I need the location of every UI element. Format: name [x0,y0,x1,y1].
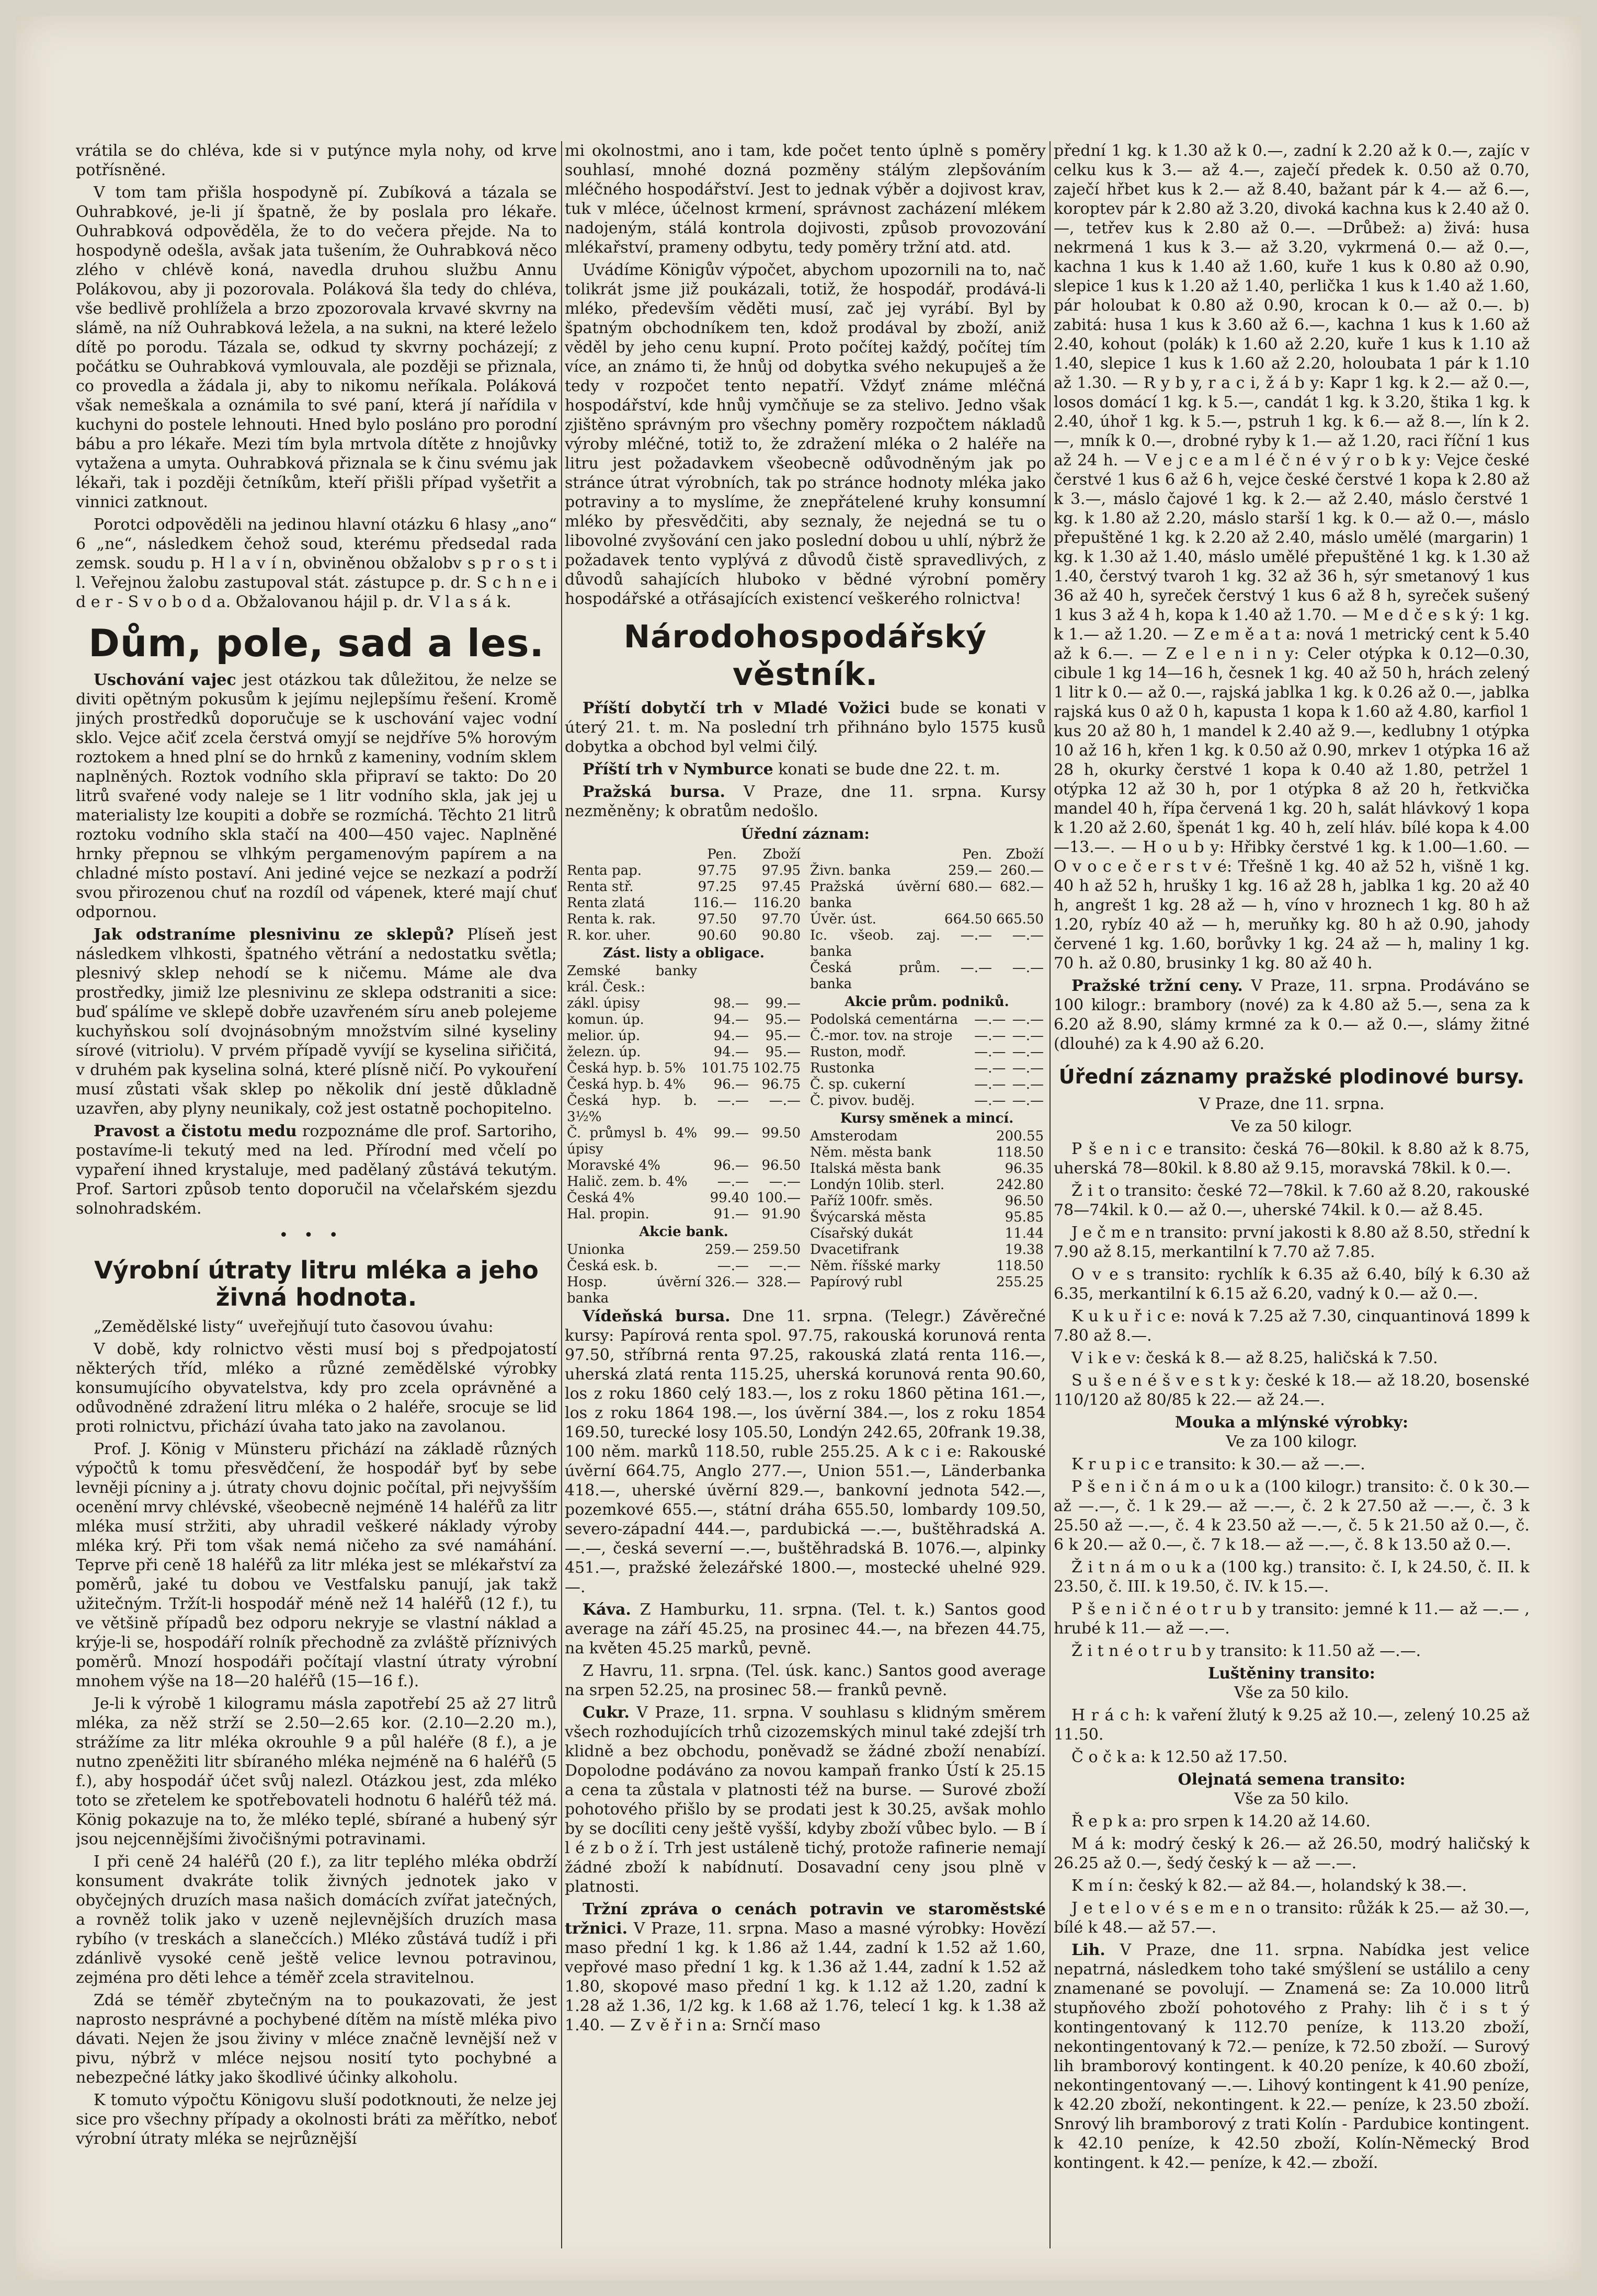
paragraph: mi okolnostmi, ano i tam, kde počet tento úplně s poměry souhlasí, mnohé dozná pozměny stálým zlepšováním mléčného hospodářství. Jest to jednak výběr a dojivost krav, tuk v mléce, účelnost krmení, správnost zacházení mlékem nadojeným, stálá kontrola dojivosti, způsob provozování mlékařství, prameny odbytu, tedy poměry tržní atd. atd. [565,142,1046,257]
value-zbozi: —.— [1012,1077,1044,1092]
table-row [565,996,803,1012]
paragraph: S u š e n é š v e s t k y: české k 18.— až 18.20, bosenské 110/120 až 80/85 k 22.— až 24.—. [1054,1372,1530,1409]
table-row [808,1145,1046,1161]
value-pen: 101.75 [701,1060,749,1076]
row-label: Č. průmysl b. 4% úpisy [567,1125,698,1157]
paragraph: P š e n i c e transito: česká 76—80kil. k 8.80 až k 8.75, uherská 78—80kil. k 8.80 až 9.15, moravská 78kil. k 0.—. [1054,1140,1530,1178]
paragraph: J e t e l o v é s e m e n o transito: růžák k 25.— až 30.—, bílé k 48.— až 57.—. [1054,1899,1530,1937]
table-row [565,1242,803,1258]
col-header-zbozi: Zboží [762,847,801,862]
rate-value: 242.80 [996,1177,1044,1193]
value-pen: 96.— [713,1077,749,1092]
table-header-row [808,847,1046,863]
newspaper-page [16,16,1581,2280]
value-pen: 96.— [713,1158,749,1173]
value-pen: 98.— [713,996,749,1011]
row-label: Úvěr. úst. [810,911,876,927]
value-zbozi: 97.70 [761,911,801,927]
paragraph: Prof. J. König v Münsteru přichází na základě různých výpočtů k tomu přesvědčení, že hospodář byť by sebe levněji pícniny a j. útraty chovu dojnic počítal, při nejvyšším ocenění mrvy chlévské, všeobecně nejméně 14 haléřů za litr mléka musí stržiti, aby uhradil veškeré náklady výroby mléka krý. Při tom však nemá ničeho za své namáhání. Teprve při ceně 18 haléřů za litr mléka jest se mlékařství za poměrů, jaké tu dobou ve Vestfalsku panují, jak takž užitečným. Tržít-li hospodář méně než 14 haléřů (12 f.), tu ve většině případů bez odporu nekryje se vlastní náklad a krýje-li se, hospodáří rolník přechodně za zvláště příznivých poměrů. Mnozí hospodáři počítají vlastní útraty výrobní mnohem výše na 18—20 haléřů (15—16 f.). [76,1440,557,1690]
table-row [565,1028,803,1044]
row-label: Hal. propin. [567,1206,649,1222]
value-pen: 664.50 [944,911,993,927]
value-zbozi: 97.95 [761,863,801,878]
rate-value: 96.50 [1005,1193,1044,1209]
row-label: Zemské banky král. Česk.: [567,963,698,995]
value-pen: 99.40 [710,1190,749,1206]
value-zbozi: 91.90 [761,1206,801,1222]
table-row [808,1226,1046,1242]
table-row [565,928,803,944]
lead-in: Pravost a čistotu medu [94,1122,297,1140]
row-label: Pražská úvěrní banka [810,879,941,911]
row-label: Něm. města bank [810,1145,931,1160]
paragraph: M á k: modrý český k 26.— až 26.50, modrý haličský k 26.25 až 0.—, šedý český k — až —.—. [1054,1835,1530,1872]
row-label: Švýcarská města [810,1209,926,1225]
lead-in: Pražská bursa. [583,783,725,801]
paragraph: K u k u ř i c e: nová k 7.25 až 7.30, cinquantinová 1899 k 7.80 až 8.—. [1054,1307,1530,1345]
rate-value: 200.55 [996,1128,1044,1144]
value-pen: —.— [974,1012,1006,1027]
value-pen: 99.— [713,1125,749,1141]
value-zbozi: —.— [1012,1028,1044,1044]
value-zbozi: 682.— [1000,879,1044,895]
row-label: Unionka [567,1242,625,1258]
value-pen: —.— [974,1028,1006,1044]
subheading: Luštěniny transito: [1208,1664,1375,1683]
value-zbozi: —.— [1012,1012,1044,1027]
value-pen: 259.— [948,863,993,878]
value-pen: 680.— [948,879,993,895]
value-zbozi: 665.50 [996,911,1044,927]
body-text: V Praze, 11. srpna. Prodáváno se 100 kilogr.: brambory (nové) za k 4.80 až 5.—, sena za k 6.20 až 8.90, slámy krmné za k 0.— až 0.—, slámy žitné (dlouhé) za k 4.90 až 6.20. [1054,977,1530,1053]
section-heading: Dům, pole, sad a les. [88,621,544,665]
lead-in: Příští trh v Nymburce [583,760,773,779]
row-label: Česká hyp. b. 4% [567,1077,686,1092]
rate-value: 118.50 [996,1145,1044,1160]
paragraph [565,1703,1046,1897]
value-pen: 116.— [693,895,737,911]
rate-value: 255.25 [996,1274,1044,1290]
body-text: bude se konati v úterý 21. t. m. Na poslední trh přihnáno bylo 1575 kusů dobytka a obchod byl velmi čilý. [565,699,1046,756]
row-label: Moravské 4% [567,1158,660,1173]
separator: ••• [279,1226,354,1244]
value-zbozi: —.— [769,1093,801,1109]
table-row [565,863,803,879]
body-text: Dne 11. srpna. (Telegr.) Závěrečné kursy: Papírová renta spol. 97.75, rakouská korunová renta 97.50, stříbrná renta 97.25, rakouská zlatá renta 116.—, uherská zlatá renta 115.25, uherská korunová renta 90.60, los z roku 1860 celý 183.—, los z roku 1860 pětina 161.—, los z roku 1864 198.—, los úvěrní 384.—, los z roku 1854 169.50, turecké losy 105.50, Londýn 242.65, 20frank 19.38, 100 něm. marků 118.50, ruble 255.25. A k c i e: Rakouské úvěrní 664.75, Anglo 277.—, Union 551.—, Länderbanka 418.—, uherské úvěrní 829.—, bankovní jednota 542.—, pozemkové 655.—, státní dráha 655.50, lombardy 109.50, severo-západní 444.—, pardubická —.—, buštěhradská A. —.—, česká severní —.—, buštěhradská B. 1076.—, alpinky 451.—, pražské železářské 1800.—, mostecké uhelné 929.—. [565,1307,1046,1596]
table-title: Úřední záznam: [741,825,870,842]
paragraph [565,699,1046,757]
value-pen: 91.— [713,1206,749,1222]
value-zbozi: 99.— [765,996,801,1011]
paragraph: Porotci odpověděli na jedinou hlavní otázku 6 hlasy „ano“ 6 „ne“, následkem čehož soud, kterému předsedal rada zemsk. soudu p. H l a v í n, obviněnou obžalobv s p r o s t i l. Veřejnou žalobu zastupoval stát. zástupce p. dr. S c h n e i d e r - S v o b o d a. Obžalovanou hájil p. dr. V l a s á k. [76,516,557,611]
body-text: rozpoznáme dle prof. Sartoriho, postavíme-li tekutý med na led. Přírodní med včelí po vypaření ihned krystaluje, med padělaný zůstává tekutým. Prof. Sartori způsob tento doporučil na včelařském sjezdu solnohradském. [76,1122,557,1218]
value-zbozi: 116.20 [753,895,801,911]
value-pen: —.— [717,1258,749,1274]
lead-in: Tržní zpráva o cenách potravin ve staroměstské tržnici. [565,1900,1046,1938]
paragraph [1054,976,1530,1054]
table-row [565,1206,803,1223]
paragraph [565,1600,1046,1658]
row-label: Londýn 10lib. sterl. [810,1177,945,1193]
value-zbozi: 328.— [757,1274,801,1290]
value-zbozi: 95.— [765,1028,801,1044]
table-subcaption: Zást. listy a obligace. [603,945,765,961]
row-label: Rustonka [810,1060,875,1076]
lead-in: Jak odstraníme plesnivinu ze sklepů? [94,926,454,944]
row-label: melior. úp. [567,1028,641,1044]
row-label: Č. sp. cukerní [810,1077,905,1092]
value-pen: 97.50 [698,911,737,927]
row-label: Amsterodam [810,1128,898,1144]
value-zbozi: —.— [1012,1044,1044,1060]
rate-value: 95.85 [1005,1209,1044,1225]
column-rule [1050,141,1051,2248]
body-text: V Praze, 11. srpna. V souhlasu s klidným směrem všech rozhodujících trhů cizozemských minul také zdejší trh klidně a bez obchodu, poněvadž se žádné zboží nenabízí. Dopolodne podáváno za novou kampaň franko Ústí k 25.15 a cena ta zůstala v platnosti též na burse. — Surové zboží pohotového přišlo by se prodati jest k 30.25, avšak mohlo by se docíliti ceny ještě vyšší, kdyby zboží vůbec bylo. — B í l é z b o ž í. Trh jest ustáleně tichý, protože rafinerie nemají žádné zboží k nabídnutí. Dosavadní ceny jsou plně v platnosti. [565,1704,1046,1896]
table-row [565,1077,803,1093]
value-pen: 326.— [705,1274,749,1290]
paragraph: Ř e p k a: pro srpen k 14.20 až 14.60. [1071,1812,1371,1831]
body-text: Plíseň jest následkem vlhkosti, špatného větrání a nedostatku světla; plesnivý sklep nehodí se k ničemu. Máme ale dva prostředky, jimiž lze plesnivinu ze sklepa odstraniti a sice: buď spálíme ve sklepě dobře uzavřeném síru aneb polejeme kuchyňskou solí dvojnásobným množstvím silné kyseliny sírové (vitriolu). V prvém případě vyvíjí se kyselina siřičitá, v druhém pak kyselina solná, které plísně ničí. Po vykouření musí zůstati však sklep po několik dní jestě důkladně uzavřen, aby plyny neunikaly, což jest ostatně pochopitelno. [76,926,557,1118]
lead-in: Káva. [583,1601,631,1619]
unit-note: Ve za 50 kilogr. [1230,1117,1353,1136]
paragraph [76,670,557,922]
row-label: Italská města bank [810,1161,941,1176]
rate-value: 96.35 [1005,1161,1044,1176]
paragraph: O v e s transito: rychlík k 6.35 až 6.40, bílý k 6.30 až 6.35, merkantilní k 6.15 až 6.20, vadný k 0.— až 0.—. [1054,1265,1530,1303]
bourse-table-left [565,847,803,1307]
paragraph [76,925,557,1118]
value-zbozi: 95.— [765,1012,801,1027]
paragraph: Je-li k výrobě 1 kilogramu másla zapotřebí 25 až 27 litrů mléka, za něž strží se 2.50—2.65 kor. (2.10—2.20 m.), strážíme za litr mléka okrouhle 9 a půl haléře (8 f.), a je nutno zpeněžiti litr sbíraného mléka nejméně na 6 haléřů (5 f.), aby hospodář účet svůj nalezl. Otázkou jest, zda mléko toto se zřetelem ke spotřebovateli hodnotu 6 haléřů též má. König pokazuje na to, že mléko teplé, sbírané a hubený sýr jsou nejcennějšími živočišnými potravinami. [76,1695,557,1848]
paragraph: V i k e v: česká k 8.— až 8.25, haličská k 7.50. [1071,1349,1438,1367]
row-label: Živn. banka [810,863,891,878]
value-zbozi: 95.— [765,1044,801,1060]
paragraph: Ž i t n á m o u k a (100 kg.) transito: č. I, k 24.50, č. II. k 23.50, č. III. k 19.50, č. IV. k 15.—. [1054,1558,1530,1596]
table-row [565,1093,803,1125]
paragraph: Z Havru, 11. srpna. (Tel. úsk. kanc.) Santos good average na srpen 52.25, na prosinec 58.— franků pevně. [565,1662,1046,1699]
table-row [808,863,1046,879]
paragraph: přední 1 kg. k 1.30 až k 0.—, zadní k 2.20 až k 0.—, zajíc v celku kus k 3.— až 4.—, zaječí předek k. 0.50 až 0.70, zaječí hřbet kus k 2.— až 8.40, bažant pár k 4.— až 6.—, koroptev pár k 2.80 až 3.20, divoká kachna kus k 2.40 až 0.—, tetřev kus k 2.80 až 0.—. —Drůbež: a) živá: husa nekrmená 1 kus k 3.— až 3.20, vykrmená 0.— až 0.—, kachna 1 kus k 1.40 až 1.60, kuře 1 kus k 0.80 až 0.90, slepice 1 kus k 1.20 až 1.40, perlička 1 kus k 1.40 až 1.60, pár holoubat k 0.80 až 0.90, krocan k 0.— až 0.—. b) zabitá: husa 1 kus k 3.60 až 6.—, kachna 1 kus k 1.60 až 2.40, kohout (polák) k 1.60 až 2.20, kuře 1 kus k 1.10 až 1.40, slepice 1 kus k 1.60 až 2.20, holoubata 1 pár k 1.10 až 1.30. — R y b y, r a c i, ž á b y: Kapr 1 kg. k 2.— až 0.—, losos domácí 1 kg. k 5.—, candát 1 kg. k 3.20, štika 1 kg. k 2.40, úhoř 1 kg. k 5.—, pstruh 1 kg. k 6.— až 8.—, lín k 2.—, mník k 0.—, drobné ryby k 1.— až 1.20, raci říční 1 kus až 24 h. — V e j c e a m l é č n é v ý r o b k y: Vejce české čerstvé 1 kus 6 až 6 h, vejce české čerstvé 1 kopa k 2.80 až k 3.—, máslo čajové 1 kg. k 2.— až 2.40, máslo čerstvé 1 kg. k 1.80 až 2.20, máslo starší 1 kg. k 0.— až 0.—, máslo přepuštěné 1 kg. k 2.20 až 2.40, máslo umělé (margarin) 1 kg. k 1.30 až 1.40, máslo umělé přepuštěné 1 kg. k 1.30 až 1.40, čerstvý tvaroh 1 kg. 32 až 36 h, sýr smetanový 1 kus 36 až 40 h, syreček čerstvý 1 kus 6 až 8 h, syreček sušený 1 kus 3 až 4 h, kopa k 1.40 až 1.70. — M e d č e s k ý: 1 kg. k 1.— až 1.20. — Z e m ě a t a: nová 1 metrický cent k 5.40 až k 6.—. — Z e l e n i n y: Celer otýpka k 0.12—0.30, cibule 1 kg 14—16 h, česnek 1 kg. 40 až 50 h, hrách zelený 1 litr k 0.— až 0.—, rajská jablka 1 kg. k 0.26 až 0.—, jablka rajská kus 0 až 0 h, kapusta 1 kopa k 1.60 až 4.80, karfiol 1 kus 20 až 80 h, 1 mandel k 2.40 až 9.—, kedlubny 1 otýpka 10 až 16 h, křen 1 kg. k 0.50 až 0.90, mrkev 1 otýpka 16 až 28 h, okurky čerstvé 1 kopa k 0.40 až 1.80, petržel 1 otýpka 12 až 30 h, por 1 otýpka 8 až 20 h, řetkvička mandel 40 h, řípa červená 1 kg. 20 h, salát hlávkový 1 kopa k 1.20 až 2.60, špenát 1 kg. 40 h, zelí hláv. bílé kopa k 4.00—13.—. — H o u b y: Hřibky čerstvé 1 kg. k 1.00—1.60. — O v o c e č e r s t v é: Třešně 1 kg. 40 až 52 h, višně 1 kg. 40 h až 52 h, hrušky 1 kg. 16 až 28 h, jablka 1 kg. 20 až 40 h, angrešt 1 kg. 28 až — h, víno v hroznech 1 kg. 80 h až 1.20, rybíz 40 až — h, meruňky kg. 80 h až 0.90, jahody červené 1 kg. 1.60, borůvky 1 kg. 24 až — h, maliny 1 kg. 70 h. až 0.80, brusinky 1 kg. 80 až 40 h. [1054,142,1530,973]
value-zbozi: 96.75 [761,1077,801,1092]
table-row [808,1274,1046,1290]
table-header-row [565,847,803,863]
column-3 [1054,141,1530,2248]
rate-value: 11.44 [1005,1226,1044,1241]
table-row [808,1044,1046,1060]
table-row [808,928,1046,960]
table-row [808,1242,1046,1258]
row-label: Hosp. úvěrní banka [567,1274,701,1306]
value-pen: 97.25 [698,879,737,895]
value-pen: —.— [960,960,993,976]
value-pen: —.— [974,1044,1006,1060]
row-label: Něm. říšské marky [810,1258,941,1274]
table-row [808,1128,1046,1145]
table-row [808,911,1046,928]
row-label: R. kor. uher. [567,928,651,943]
value-pen: 94.— [713,1012,749,1027]
paragraph: vrátila se do chléva, kde si v putýnce myla nohy, od krve potřísněné. [76,142,557,179]
row-label: Dvacetifrank [810,1242,899,1258]
col-header-pen: Pen. [707,847,737,862]
row-label: Renta stř. [567,879,634,895]
value-zbozi: 260.— [1000,863,1044,878]
value-pen: 259.— [705,1242,749,1258]
row-label: Č.-mor. tov. na stroje [810,1028,953,1044]
value-zbozi: 100.— [757,1190,801,1206]
section-heading: Úřední záznamy pražské plodinové bursy. [1058,1065,1525,1088]
paragraph: P š e n i č n é o t r u b y transito: jemné k 11.— až —.— , hrubé k 11.— až —.—. [1054,1600,1530,1638]
col-header-zbozi: Zboží [1006,847,1044,862]
subheading: Mouka a mlýnské výrobky: [1174,1413,1409,1432]
row-label: Č. pivov. buděj. [810,1093,915,1109]
paragraph: J e č m e n transito: první jakosti k 8.80 až 8.50, střední k 7.90 až 8.15, merkantilní k 7.70 až 7.85. [1054,1224,1530,1261]
article-heading: Výrobní útraty litru mléka a jeho živná hodnota. [94,1256,539,1311]
table-subcaption: Akcie bank. [639,1224,728,1240]
table-row [565,1174,803,1190]
row-label: Česká hyp. b. 5% [567,1060,686,1076]
table-row [565,1125,803,1158]
value-zbozi: 99.50 [761,1125,801,1141]
dateline: V Praze, dne 11. srpna. [1199,1095,1385,1113]
column-2 [565,141,1046,2248]
table-row [565,1274,803,1307]
paragraph: Ž i t n é o t r u b y transito: k 11.50 až —.—. [1071,1642,1421,1660]
paragraph: Uvádíme Königův výpočet, abychom upozornili na to, nač tolikrát jsme již poukázali, totiž, že hospodář, prodává-li mléko, především věděti musí, zač jej vyrábí. Byl by špatným obchodníkem ten, kdož prodával by zboží, aniž věděl by jeho cenu kupní. Proto počítej každý, počítej tím více, an známo ti, že hnůj od dobytka svého nekupuješ a že tedy v rozpočet tento nepatří. Vždyť známe mléčná hospodářství, kde hnůj vymčňuje se za stelivo. Jedno však zjištěno správným pro všechny poměry rozpočtem nákladů výroby mléčné, totiž to, že zdražení mléka o 2 haléře na litru jest požadavkem všeobecně odůvodněným jak po stránce útrat výrobních, tak po stránce hodnoty mléka jako potraviny a to myslíme, že znepřátelené kruhy konsumní mléko by přesvědčiti, aby seznaly, že nejedná se tu o libovolné zvyšování cen jako poslední dobou u uhlí, nýbrž že požadavek tento vyplývá z důvodů čistě spravedlivých, z důvodů sahajících hluboko v bědné výrobní poměry hospodářské a otřásajících existencí veškerého rolnictva! [565,261,1046,608]
row-label: železn. úp. [567,1044,641,1060]
body-text: V Praze, dne 11. srpna. Nabídka jest velice nepatrná, následkem toho také smýšlení se ustálilo a ceny znamenané se povolují. — Znamená se: Za 10.000 litrů stupňového zboží pohotového z Prahy: lih č i s t ý kontingentovaný k 112.70 peníze, k 113.20 zboží, nekontingentovaný k 72.— peníze, k 72.50 zboží. — Surový lih bramborový kontingent. k 40.20 peníze, k 40.60 zboží, nekontingentovaný —.—. Lihový kontingent k 41.90 peníze, k 42.20 zboží, nekontingent. k 22.— peníze, k 23.50 zboží. Snrový lih bramborový z trati Kolín - Pardubice kontingent. k 42.10 peníze, k 42.50 zboží, Kolín-Německý Brod kontingent. k 42.— peníze, k 42.— zboží. [1054,1941,1530,2172]
table-row [565,1044,803,1060]
lead-in: Příští dobytčí trh v Mladé Vožici [583,699,890,717]
table-row [565,1060,803,1077]
table-row [565,963,803,996]
table-row [565,895,803,911]
paragraph [565,782,1046,821]
body-text: konati se bude dne 22. t. m. [773,760,1000,779]
row-label: zákl. úpisy [567,996,640,1011]
row-label: Ic. všeob. zaj. banka [810,928,941,959]
rate-value: 118.50 [996,1258,1044,1274]
paragraph: K tomuto výpočtu Königovu sluší podotknouti, že nelze jej sice pro všechny případy a okolnosti bráti za měřítko, neboť výrobní útraty mléka se nejrůznější [76,2091,557,2148]
row-label: Ruston, modř. [810,1044,906,1060]
paragraph: „Zemědělské listy“ uveřejňují tuto časovou úvahu: [94,1318,494,1336]
bourse-table-right [808,847,1046,1307]
body-text: Z Hamburku, 11. srpna. (Tel. t. k.) Santos good average na září 45.25, na prosinec 44.—, na březen 44.75, na květen 45.25 marků, pevně. [565,1601,1046,1658]
column-1 [76,141,557,2248]
paragraph: K r u p i c e transito: k 30.— až —.—. [1071,1455,1365,1473]
value-zbozi: 102.75 [753,1060,801,1076]
paragraph: Ž i t o transito: české 72—78kil. k 7.60 až 8.20, rakouské 78—74kil. k 0.— až 0.—, uherské 74kil. k 0.— až 8.45. [1054,1182,1530,1219]
paragraph: K m í n: český k 82.— až 84.—, holandský k 38.—. [1071,1877,1467,1895]
rate-value: 19.38 [1005,1242,1044,1258]
value-pen: 94.— [713,1044,749,1060]
value-zbozi: —.— [1012,928,1044,943]
value-pen: —.— [974,1077,1006,1092]
table-row [808,1012,1046,1028]
value-pen: 97.75 [698,863,737,878]
section-heading: Národohospodářský věstník. [623,619,987,693]
lead-in: Lih. [1071,1941,1105,1959]
value-zbozi: —.— [1012,1093,1044,1109]
table-row [565,1158,803,1174]
table-row [808,1161,1046,1177]
bourse-table [565,847,1046,1307]
table-row [808,1093,1046,1109]
row-label: Česká hyp. b. 3½% [567,1093,698,1125]
table-row [808,1060,1046,1077]
row-label: Halič. zem. b. 4% [567,1174,688,1190]
value-pen [699,963,751,996]
table-row [565,1012,803,1028]
table-row [565,911,803,928]
table-row [808,1177,1046,1193]
row-label: Renta k. rak. [567,911,656,927]
paragraph: V době, kdy rolnictvo věsti musí boj s předpojatostí některých tříd, mléko a různé zemědělské výrobky konsumujícího obyvatelstva, kdy pro zcela oprávněné a odůvodněné zdražení litru mléka o 2 haléře, srocuje se lid proti rolnictvu, přichází úvaha tato jako na zavolanou. [76,1340,557,1436]
table-row [808,879,1046,911]
body-text: jest otázkou tak důležitou, že nelze se diviti opětným pokusům k jejímu nejlepšímu řešení. Kromě jiných prostředků doporučuje se k uschování vajec vodní sklo. Vejce ačiť zcela čerstvá omyjí se nejdříve 5% horovým roztokem a hned plní se do hrnků z kameniny, vodním sklem naplněných. Roztok vodního skla připraví se takto: Do 20 litrů svařené vody naleje se 1 litr vodního skla, jak jej u materialisty lze koupiti a dobře se rozmíchá. Těchto 21 litrů roztoku vodního skla stačí na 400—450 vajec. Naplněné hrnky přepnou se vlhkým pergamenovým papírem a na chladné místo postaví. Ani jediné vejce se nezkazí a podrží svou přirozenou chuť na rozdíl od vápenek, které mají chuť odpornou. [76,671,557,921]
table-row [565,1258,803,1274]
unit-note: Ve za 100 kilogr. [1226,1433,1358,1451]
value-zbozi: 97.45 [761,879,801,895]
value-zbozi: 259.50 [753,1242,801,1258]
col-header-pen: Pen. [962,847,993,862]
table-subcaption: Kursy směnek a mincí. [840,1111,1014,1126]
value-zbozi: —.— [769,1174,801,1190]
paragraph [565,1900,1046,2035]
paragraph: Zdá se téměř zbytečným na to poukazovati, že jest naprosto nesprávné a pochybené dítěm na místě mléka pivo dávati. Nejen že jsou živiny v mléce značně levnější než v pivu, nýbrž v mléce nejsou nosití tyto pochybné a nebezpečné látky jako škodlivé účinky alkoholu. [76,1991,557,2087]
table-subcaption: Akcie prům. podniků. [845,994,1009,1010]
table-row [808,1209,1046,1226]
row-label: Císařský dukát [810,1226,913,1241]
value-pen: —.— [717,1174,749,1190]
row-label: Podolská cementárna [810,1012,958,1027]
table-row [808,960,1046,992]
row-label: Papírový rubl [810,1274,903,1290]
value-pen: —.— [974,1093,1006,1109]
value-zbozi: —.— [769,1258,801,1274]
table-row [808,1193,1046,1209]
table-row [808,1028,1046,1044]
value-zbozi: 90.80 [761,928,801,943]
body-text: V Praze, 11. srpna. Maso a masné výrobky: Hovězí maso přední 1 kg. k 1.86 až 1.44, zadní k 1.52 až 1.60, vepřové maso přední 1 kg. k 1.36 až 1.44, zadní k 1.52 až 1.80, skopové maso přední 1 kg. k 1.12 až 1.20, zadní k 1.28 až 1.36, 1/2 kg. k 1.68 až 1.76, telecí 1 kg. k 1.38 až 1.40. — Z v ě ř i n a: Srnčí maso [565,1920,1046,2035]
table-row [565,879,803,895]
paragraph: H r á c h: k vaření žlutý k 9.25 až 10.—, zelený 10.25 až 11.50. [1054,1706,1530,1744]
unit-note: Vše za 50 kilo. [1234,1684,1349,1702]
lead-in: Pražské tržní ceny. [1071,977,1243,995]
paragraph [565,760,1046,779]
paragraph [1054,1940,1530,2173]
value-zbozi [751,963,803,996]
value-pen: 90.60 [698,928,737,943]
value-pen: 94.— [713,1028,749,1044]
row-label: Paříž 100fr. směs. [810,1193,933,1209]
row-label: Česká esk. b. [567,1258,658,1274]
column-rule [561,141,562,2248]
value-pen: —.— [974,1060,1006,1076]
row-label: Renta zlatá [567,895,645,911]
row-label: komun. úp. [567,1012,644,1027]
paragraph: Č o č k a: k 12.50 až 17.50. [1071,1748,1288,1766]
value-zbozi: —.— [1012,1060,1044,1076]
value-pen: —.— [717,1093,749,1109]
lead-in: Uschování vajec [94,671,236,689]
row-label: Česká prům. banka [810,960,941,992]
paragraph [565,1307,1046,1597]
lead-in: Cukr. [583,1704,630,1722]
value-pen: —.— [960,928,993,943]
paragraph: V tom tam přišla hospodyně pí. Zubíková a tázala se Ouhrabkové, je-li jí špatně, že by poslala pro lékaře. Ouhrabková odpověděla, že to do večera přejde. Na to hospodyně odešla, avšak jata tušením, že Ouhrabková něco zlého v chlévě koná, navedla druhou službu Annu Polákovou, aby ji pozorovala. Poláková šla tedy do chléva, vše bedlivě prohlížela a brzo zpozorovala krvavé skvrny na slámě, na níž Ouhrabková ležela, a na sukni, na které leželo dítě po porodu. Tázala se, odkud ty skvrny pocházejí; z počátku se Ouhrabková vymlouvala, ale později se přiznala, co provedla a žádala ji, aby to nikomu neříkala. Poláková však nemeškala a oznámila to své paní, která jí nařídila v kuchyni do postele lehnouti. Hned bylo posláno pro porodní bábu a pro lékaře. Mezi tím byla mrtvola dítěte z hnojůvky vytažena a umyta. Ouhrabková přiznala se k činu svému jak lékaři, tak i později četníkům, kteří přišli případ vyšetřit a vinnici zatknout. [76,184,557,511]
row-label: Renta pap. [567,863,642,878]
unit-note: Vše za 50 kilo. [1234,1790,1349,1808]
table-row [565,1190,803,1206]
row-label: Česká 4% [567,1190,635,1206]
paragraph [76,1122,557,1218]
body-text: V Praze, dne 11. srpna. Kursy nezměněny; k obratům nedošlo. [565,783,1046,820]
lead-in: Vídeňská bursa. [583,1307,731,1326]
value-zbozi: —.— [1012,960,1044,976]
paragraph: I při ceně 24 haléřů (20 f.), za litr teplého mléka obdrží konsument dvakráte tolik živných jednotek jako v obyčejných druzích masa našich domácích zvířat jatečných, a rovněž tolik jako v uzeně nejlevnějších druzích masa rybího (v treskách a slanečcích.) Mléko zůstává tudíž i při zdánlivě vysoké ceně ještě velice levnou potravinou, zejména pro děti lehce a téměř zcela stravitelnou. [76,1853,557,1987]
paragraph: P š e n i č n á m o u k a (100 kilogr.) transito: č. 0 k 30.— až —.—, č. 1 k 29.— až —.—, č. 2 k 27.50 až —.—, č. 3 k 25.50 až —.—, č. 4 k 23.50 až —.—, č. 5 k 21.50 až 0.—, č. 6 k 20.— až 0.—, č. 7 k 18.— až —.—, č. 8 k 13.50 až 0.—. [1054,1478,1530,1554]
table-row [808,1077,1046,1093]
subheading: Olejnatá semena transito: [1178,1770,1406,1789]
value-zbozi: 96.50 [761,1158,801,1173]
table-row [808,1258,1046,1274]
